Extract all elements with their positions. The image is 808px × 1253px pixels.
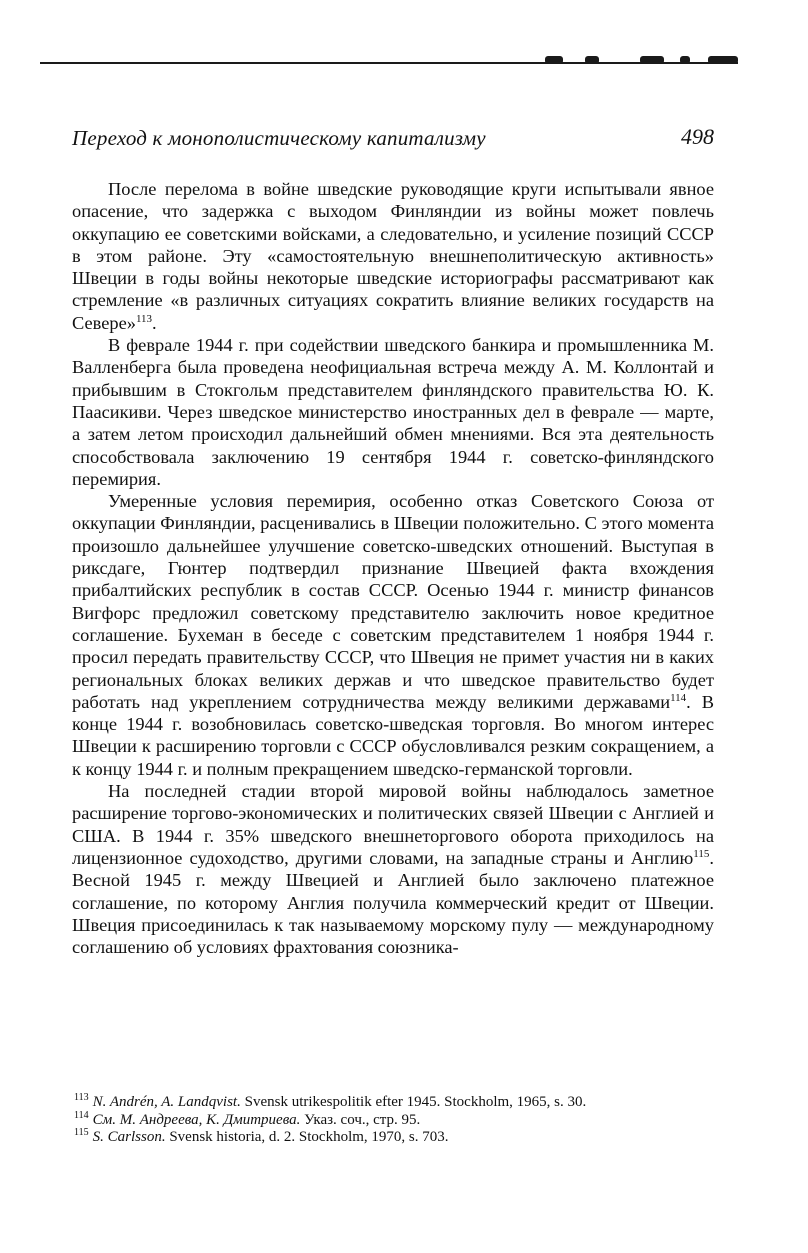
footnote-number: 115 <box>74 1127 89 1138</box>
running-head <box>72 120 714 154</box>
paragraph <box>72 178 714 334</box>
paragraph <box>72 780 714 958</box>
paragraph-tail: . Весной 1945 г. между Швецией и Англией было заключено платежное соглашение, по которому Англия получила коммерческий кредит от Швеции. Швеция присоединилась к так называемому морскому пулу — международному соглашению об условиях фрахтования союзника- <box>72 847 714 958</box>
footnote-text: Svensk historia, d. 2. Stockholm, 1970, s. 703. <box>169 1129 449 1145</box>
paragraph <box>72 334 714 490</box>
footnote-number: 113 <box>74 1092 89 1103</box>
paragraph-text: После перелома в войне шведские руководящие круги испытывали явное опасение, что задержка с выходом Финляндии из войны может повлечь оккупацию ее советскими войсками, а следовательно, и усиление позиций СССР в этом районе. Эту «самостоятельную внешнеполитическую активность» Швеции в годы войны некоторые шведские историографы рассматривают как стремление «в различных ситуациях сократить влияние великих государств на Севере» <box>72 179 714 333</box>
footnote <box>74 1129 714 1147</box>
scan-artifact <box>680 56 690 64</box>
top-rule <box>40 62 738 64</box>
footnote-authors: См. М. Андреева, К. Дмитриева. <box>92 1111 301 1128</box>
paragraph-text: На последней стадии второй мировой войны наблюдалось заметное расширение торгово-экономических и политических связей Швеции с Англией и США. В 1944 г. 35% шведского внешнеторгового оборота приходилось на лицензионное судоходство, другими словами, на западные страны и Англию <box>72 781 714 868</box>
footnote-ref: 113 <box>135 312 153 325</box>
footnote-ref: 114 <box>670 691 687 704</box>
footnote-ref: 115 <box>693 847 710 860</box>
scan-artifact <box>640 56 664 64</box>
paragraph-tail: . <box>152 312 157 333</box>
paragraph <box>72 490 714 780</box>
footnote-number: 114 <box>74 1109 89 1121</box>
paragraph-text: В феврале 1944 г. при содействии шведского банкира и промышленника М. Валленберга была проведена неофициальная встреча между А. М. Коллонтай и прибывшим в Стокгольм представителем финляндского правительства Ю. К. Паасикиви. Через шведское министерство иностранных дел в феврале — марте, а затем летом происходил дальнейший обмен мнениями. Вся эта деятельность способствовала заключению 19 сентября 1944 г. советско-финляндского перемирия. <box>72 335 714 489</box>
paragraph-text: Умеренные условия перемирия, особенно отказ Советского Союза от оккупации Финляндии, расценивались в Швеции положительно. С этого момента произошло дальнейшее улучшение советско-шведских отношений. Выступая в риксдаге, Гюнтер подтвердил признание Швецией факта вхождения прибалтийских республик в состав СССР. Осенью 1944 г. министр финансов Вигфорс предложил советскому представителю заключить новое кредитное соглашение. Бухеман в беседе с советским представителем 1 ноября 1944 г. просил передать правительству СССР, что Швеция не примет участия ни в каких региональных блоках великих держав и что шведское правительство будет работать над укреплением сотрудничества между великими державами <box>72 491 714 712</box>
scan-artifact <box>545 56 563 64</box>
footnote <box>74 1109 714 1130</box>
footnote-text: Указ. соч., стр. 95. <box>304 1111 421 1128</box>
scan-artifact <box>708 56 738 64</box>
footnote <box>74 1094 714 1112</box>
footnotes <box>74 1094 714 1147</box>
scan-artifact <box>585 56 599 64</box>
footnote-text: Svensk utrikespolitik efter 1945. Stockholm, 1965, s. 30. <box>244 1094 587 1110</box>
paragraph-tail: . В конце 1944 г. возобновилась советско-шведская торговля. Во многом интерес Швеции к расширению торговли с СССР обусловливался резким сокращением, а к концу 1944 г. и полным прекращением шведско-германской торговли. <box>72 691 714 779</box>
running-title: Переход к монополистическому капитализму <box>72 126 486 150</box>
body-text <box>72 178 714 958</box>
page-number: 498 <box>681 124 714 149</box>
footnote-authors: N. Andrén, A. Landqvist. <box>92 1094 241 1110</box>
footnote-authors: S. Carlsson. <box>92 1129 166 1145</box>
